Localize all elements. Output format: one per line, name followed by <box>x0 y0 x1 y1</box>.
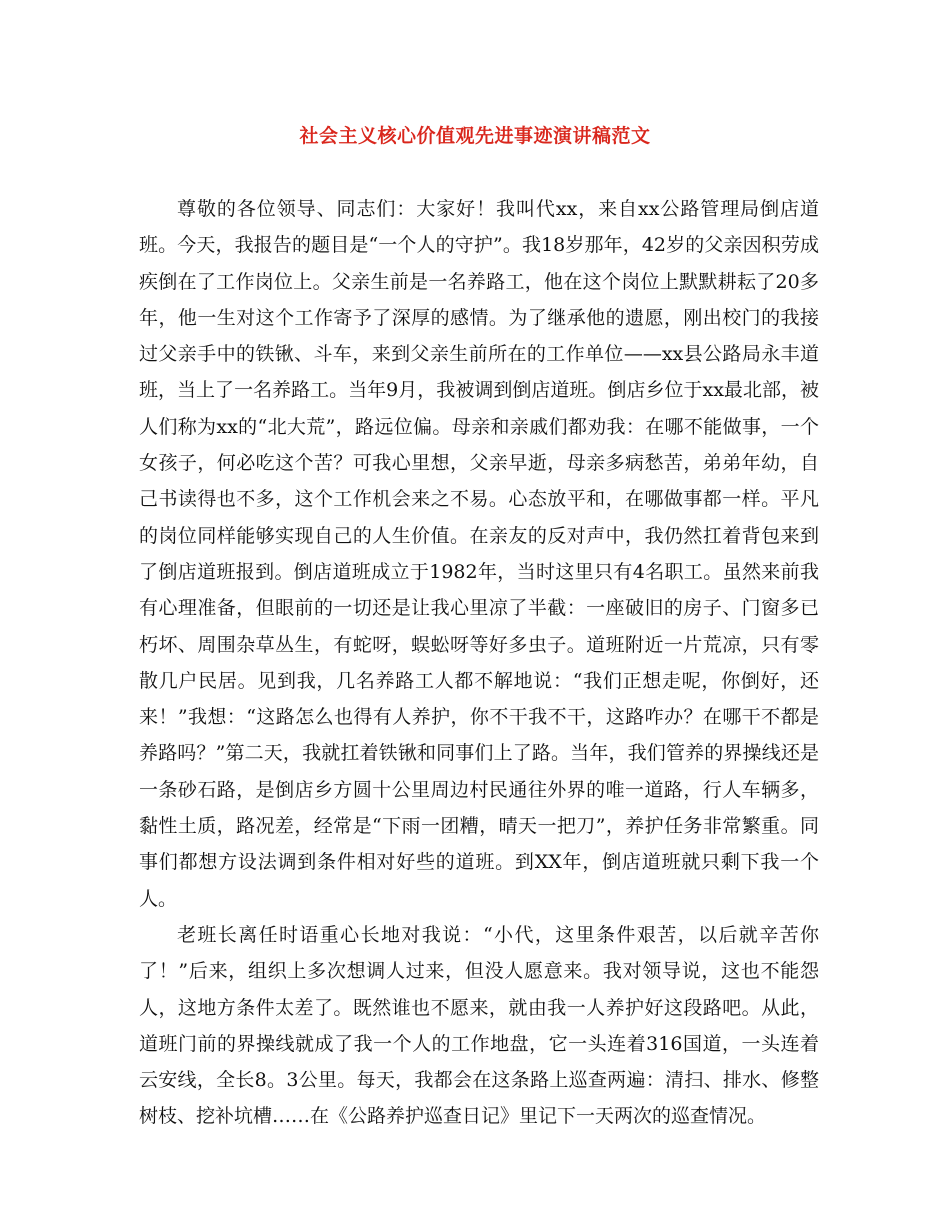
document-title: 社会主义核心价值观先进事迹演讲稿范文 <box>299 125 651 147</box>
paragraph-2: 老班长离任时语重心长地对我说：“小代，这里条件艰苦，以后就辛苦你了！”后来，组织上多次想调人过来，但没人愿意来。我对领导说，这也不能怨人，这地方条件太差了。既然谁也不愿来，就由我一人养护好这段路吧。从此，道班门前的界操线就成了我一个人的工作地盘，它一头连着316国道，一头连着云安线，全长8。3公里。每天，我都会在这条路上巡查两遍：清扫、排水、修整树枝、挖补坑槽……在《公路养护巡查日记》里记下一天两次的巡查情况。 <box>139 923 819 1128</box>
paragraph-1: 尊敬的各位领导、同志们：大家好！我叫代xx，来自xx公路管理局倒店道班。今天，我报告的题目是“一个人的守护”。我18岁那年，42岁的父亲因积劳成疾倒在了工作岗位上。父亲生前是一名养路工，他在这个岗位上默默耕耘了20多年，他一生对这个工作寄予了深厚的感情。为了继承他的遗愿，刚出校门的我接过父亲手中的铁锹、斗车，来到父亲生前所在的工作单位——xx县公路局永丰道班，当上了一名养路工。当年9月，我被调到倒店道班。倒店乡位于xx最北部，被人们称为xx的“北大荒”，路远位偏。母亲和亲戚们都劝我：在哪不能做事，一个女孩子，何必吃这个苦？可我心里想，父亲早逝，母亲多病愁苦，弟弟年幼，自己书读得也不多，这个工作机会来之不易。心态放平和，在哪做事都一样。平凡的岗位同样能够实现自己的人生价值。在亲友的反对声中，我仍然扛着背包来到了倒店道班报到。倒店道班成立于1982年，当时这里只有4名职工。虽然来前我有心理准备，但眼前的一切还是让我心里凉了半截：一座破旧的房子、门窗多已朽坏、周围杂草丛生，有蛇呀，蜈蚣呀等好多虫子。道班附近一片荒凉，只有零散几户民居。见到我，几名养路工人都不解地说：“我们正想走呢，你倒好，还来！”我想：“这路怎么也得有人养护，你不干我不干，这路咋办？在哪干不都是养路吗？”第二天，我就扛着铁锹和同事们上了路。当年，我们管养的界操线还是一条砂石路，是倒店乡方圆十公里周边村民通往外界的唯一道路，行人车辆多，黏性土质，路况差，经常是“下雨一团糟，晴天一把刀”，养护任务非常繁重。同事们都想方设法调到条件相对好些的道班。到XX年，倒店道班就只剩下我一个人。 <box>139 198 819 910</box>
document-body <box>139 191 819 1135</box>
